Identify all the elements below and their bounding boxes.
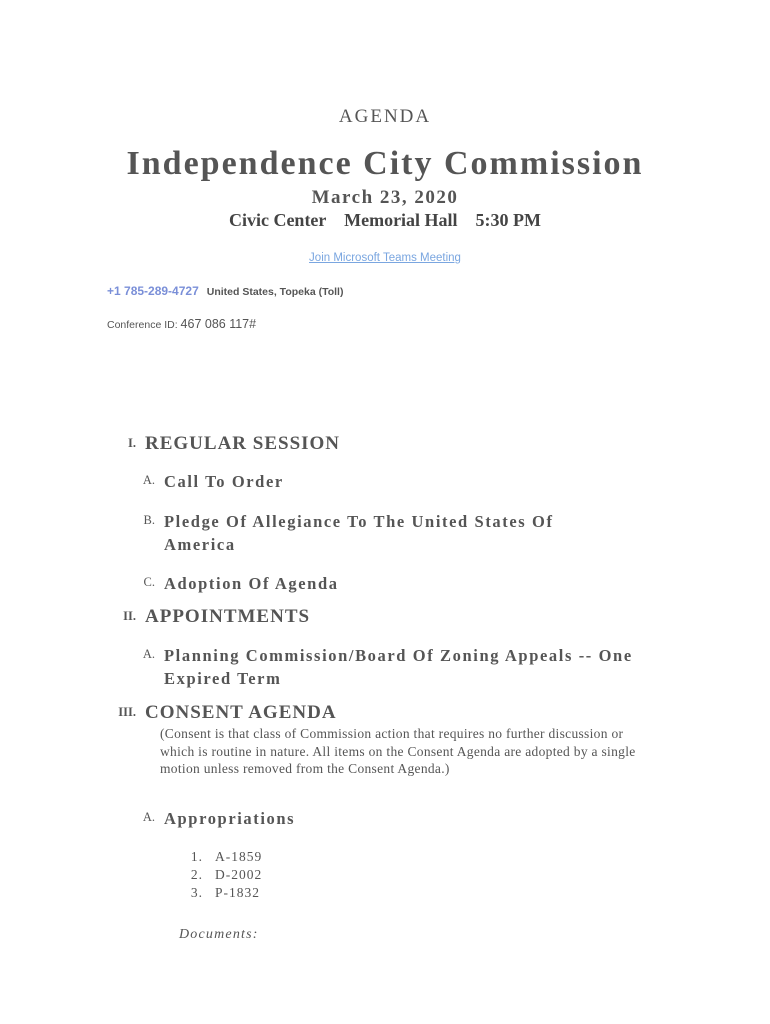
list-item-text: D-2002 xyxy=(215,867,263,882)
item-planning-commission: Planning Commission/Board Of Zoning Appeals -- One Expired Term xyxy=(164,646,633,688)
consent-agenda-description: (Consent is that class of Commission action that requires no further discussion or which is routine in nature. All items on the Consent Agenda are adopted by a single motion unless removed from the Consent Agenda.) xyxy=(160,726,636,776)
conference-id-label: Conference ID: xyxy=(107,319,181,331)
page-title: Independence City Commission xyxy=(126,145,644,182)
section-numeral: I. xyxy=(128,436,136,450)
item-letter: A. xyxy=(142,810,155,824)
list-item xyxy=(185,884,262,902)
phone-number-link[interactable]: +1 785-289-4727 xyxy=(107,284,199,298)
list-item xyxy=(185,866,262,884)
phone-line xyxy=(107,282,343,300)
appropriations-list xyxy=(185,848,262,902)
agenda-heading: AGENDA xyxy=(338,106,432,127)
list-item xyxy=(185,848,262,866)
item-letter: A. xyxy=(142,647,155,661)
item-adoption-of-agenda: Adoption Of Agenda xyxy=(164,574,339,593)
meeting-location: Civic Center Memorial Hall 5:30 PM xyxy=(228,210,542,230)
teams-meeting-link[interactable]: Join Microsoft Teams Meeting xyxy=(309,252,461,264)
teams-link-row xyxy=(0,248,770,266)
section-numeral: II. xyxy=(123,609,136,623)
conference-id-value: 467 086 117# xyxy=(180,317,257,331)
section-title-appointments: APPOINTMENTS xyxy=(145,606,311,627)
list-item-number: 2. xyxy=(190,867,203,882)
item-letter: B. xyxy=(143,513,155,527)
section-numeral: III. xyxy=(118,705,136,719)
list-item-number: 3. xyxy=(190,885,203,900)
conference-line xyxy=(107,315,256,333)
list-item-text: A-1859 xyxy=(215,849,263,864)
section-title-regular-session: REGULAR SESSION xyxy=(145,433,341,454)
list-item-text: P-1832 xyxy=(215,885,261,900)
item-letter: C. xyxy=(143,575,155,589)
item-letter: A. xyxy=(142,473,155,487)
list-item-number: 1. xyxy=(190,849,203,864)
documents-label: Documents: xyxy=(179,927,259,942)
item-pledge-of-allegiance: Pledge Of Allegiance To The United States Of America xyxy=(164,512,554,554)
meeting-date: March 23, 2020 xyxy=(311,187,459,208)
item-call-to-order: Call To Order xyxy=(164,472,284,491)
item-appropriations: Appropriations xyxy=(164,809,296,828)
section-title-consent-agenda: CONSENT AGENDA xyxy=(145,702,337,723)
phone-region: United States, Topeka (Toll) xyxy=(206,286,344,298)
